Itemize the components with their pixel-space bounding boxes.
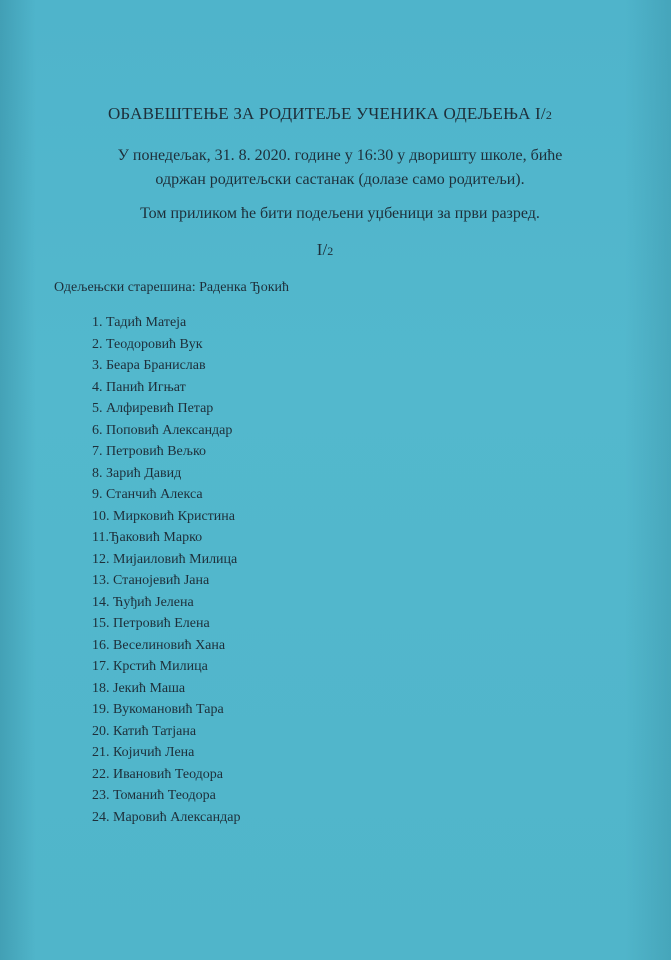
- student-list-item: 21. Којичић Лена: [92, 745, 195, 760]
- student-list-item: 13. Станојевић Јана: [92, 573, 210, 588]
- student-list-item: 8. Зарић Давид: [92, 465, 182, 481]
- student-list-item: 23. Томанић Теодора: [92, 788, 216, 803]
- student-list-item: 7. Петровић Вељко: [92, 444, 207, 459]
- student-list-item: 16. Веселиновић Хана: [92, 637, 226, 653]
- student-list-item: 18. Јекић Маша: [92, 680, 186, 696]
- student-list-item: 14. Ћуђић Јелена: [92, 594, 194, 610]
- meeting-announcement: [40, 144, 640, 192]
- student-list-item: 5. Алфиревић Петар: [92, 401, 214, 416]
- student-list-item: 3. Беара Бранислав: [92, 358, 206, 373]
- student-list-item: 6. Поповић Александар: [92, 422, 233, 438]
- student-list: [92, 312, 240, 828]
- student-list-item: 19. Вукомановић Тара: [92, 702, 224, 717]
- notice-title-text: ОБАВЕШТЕЊЕ ЗА РОДИТЕЉЕ УЧЕНИКА ОДЕЉЕЊА I/: [107, 104, 546, 123]
- student-list-item: 22. Ивановић Теодора: [92, 766, 224, 782]
- student-list-item: 1. Тадић Матеја: [92, 315, 187, 330]
- grade-heading-text: I/: [316, 240, 328, 259]
- meeting-line-1: У понедељак, 31. 8. 2020. године у 16:30 у дворишту школе, биће: [117, 147, 563, 164]
- class-teacher: Одељењски старешина: Раденка Ђокић: [54, 280, 290, 295]
- student-list-item: 24. Маровић Александар: [92, 809, 241, 825]
- grade-heading: [0, 240, 650, 260]
- student-list-item: 4. Панић Игњат: [92, 379, 186, 395]
- notice-title-subscript: 2: [545, 108, 553, 122]
- grade-heading-subscript: 2: [327, 244, 334, 258]
- student-list-item: 2. Теодоровић Вук: [92, 336, 203, 352]
- notice-title: [0, 104, 660, 124]
- student-list-item: 17. Крстић Милица: [92, 659, 208, 674]
- student-list-item: 12. Мијаиловић Милица: [92, 551, 238, 567]
- student-list-item: 20. Катић Татјана: [92, 723, 197, 739]
- meeting-line-2: одржан родитељски састанак (долазе само родитељи).: [155, 171, 525, 188]
- student-list-item: 15. Петровић Елена: [92, 616, 210, 631]
- textbook-announcement: Том приликом ће бити подељени уџбеници за први разред.: [140, 205, 540, 222]
- student-list-item: 11.Ђаковић Марко: [92, 530, 203, 545]
- student-list-item: 9. Станчић Алекса: [92, 487, 203, 502]
- student-list-item: 10. Мирковић Кристина: [92, 508, 235, 524]
